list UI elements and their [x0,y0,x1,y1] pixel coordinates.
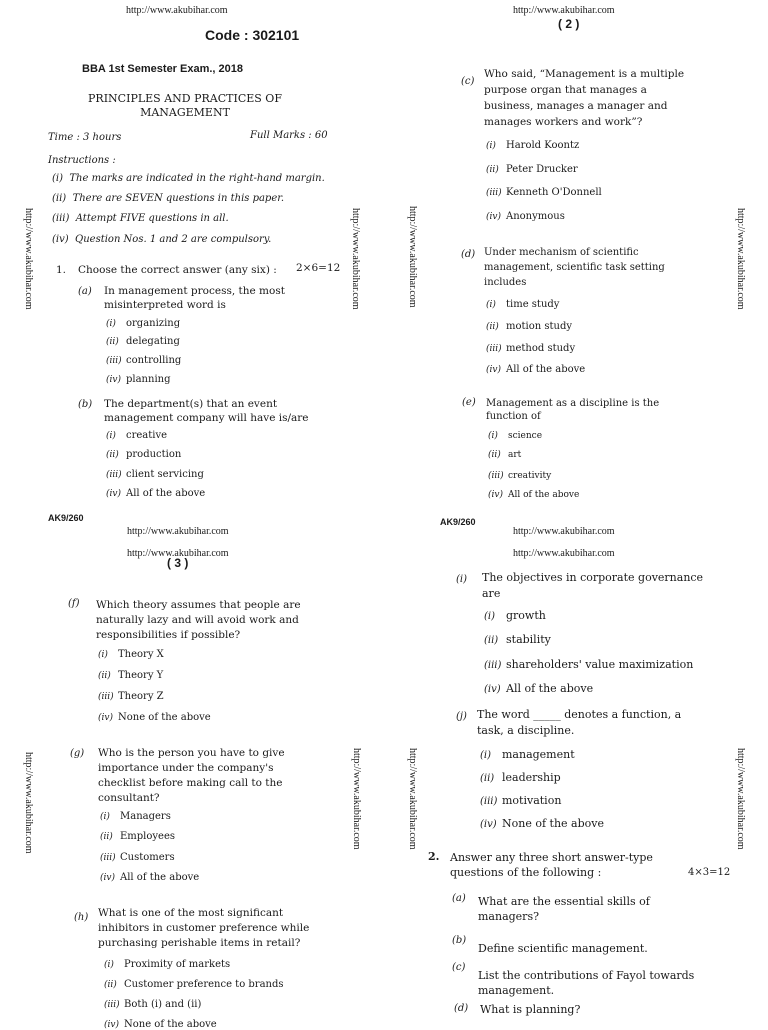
question-text-line: The department(s) that an event [104,398,278,410]
option-num: (iii) [100,853,116,863]
question-text-line: naturally lazy and will avoid work and [96,614,299,626]
page-1 [0,0,384,523]
question-text-line: Define scientific management. [478,942,648,955]
option-num: (i) [486,141,496,151]
question-text-line: What is planning? [480,1003,581,1016]
question-text-line: importance under the company's [98,762,274,774]
option-num: (iii) [486,188,502,198]
option-text: All of the above [120,872,200,883]
question-label: (d) [454,1003,469,1014]
question-text-line: Management as a discipline is the [486,398,660,409]
answer-option [488,490,579,500]
option-num: (i) [106,431,116,441]
question-text-line: management company will have is/are [104,412,309,424]
answer-option [106,336,180,347]
answer-option [486,343,575,354]
question-2-marks: 4×3=12 [688,867,731,878]
question-1-marks: 2×6=12 [296,262,341,274]
page-3 [0,512,384,1030]
option-num: (iii) [486,344,502,354]
question-text-line: The word _____ denotes a function, a [477,708,682,721]
instruction-item [52,234,271,245]
answer-option [100,831,175,842]
question-2-number: 2. [428,850,440,863]
question-label: (c) [461,76,475,87]
option-num: (iv) [488,490,503,500]
option-text: creativity [508,471,552,481]
option-num: (ii) [486,322,499,332]
question-text-line: Who said, “Management is a multiple [484,68,685,80]
option-text: organizing [126,318,181,329]
option-text: Proximity of markets [124,959,231,970]
side-watermark: http://www.akubihar.com [350,208,361,310]
instruction-text: Question Nos. 1 and 2 are compulsory. [75,234,272,245]
answer-option [100,872,199,883]
option-num: (iv) [98,713,113,723]
question-1-number: 1. [56,264,67,276]
option-text: None of the above [124,1019,217,1030]
question-text-line: List the contributions of Fayol towards management. [478,969,695,997]
option-text: Harold Koontz [506,140,580,151]
option-text: Kenneth O'Donnell [506,187,602,198]
option-text: time study [506,299,560,310]
option-text: None of the above [502,817,604,830]
option-text: science [508,431,543,441]
option-num: (iv) [480,819,497,830]
answer-option [486,164,578,175]
question-text-line: purpose organ that manages a [484,84,647,96]
side-watermark: http://www.akubihar.com [407,748,418,850]
instruction-num: (i) [52,173,64,184]
option-text: controlling [126,355,182,366]
option-num: (iii) [488,471,504,481]
option-num: (ii) [480,773,495,784]
option-num: (iii) [106,470,122,480]
answer-option [98,670,163,681]
option-num: (iii) [480,796,498,807]
option-num: (i) [486,300,496,310]
question-text-line: purchasing perishable items in retail? [98,937,301,949]
option-num: (ii) [104,980,117,990]
option-num: (ii) [488,450,501,460]
question-text-line: Which theory assumes that people are [96,599,301,611]
answer-option [486,187,602,198]
answer-option [104,979,284,990]
question-1-text: Choose the correct answer (any six) : [78,264,277,276]
option-num: (ii) [486,165,499,175]
side-watermark: http://www.akubihar.com [407,206,418,308]
paper-code: Code : 302101 [205,27,300,43]
question-text-line: What are the essential skills of managers? [478,895,650,923]
option-text: Theory Y [118,670,164,681]
exam-time: Time : 3 hours [48,132,122,143]
answer-option [106,469,204,480]
option-text: delegating [126,336,180,347]
question-text-line: includes [484,277,527,288]
answer-option [106,318,180,329]
question-label: (b) [452,935,467,946]
question-text-line: questions of the following : [450,866,602,879]
question-text-line: Who is the person you have to give [98,747,285,759]
answer-option [486,364,585,375]
option-num: (iv) [106,375,121,385]
instruction-num: (iv) [52,234,69,245]
question-text-line: checklist before making call to the [98,777,283,789]
option-text: method study [506,343,576,354]
question-label: (h) [74,912,89,923]
exam-title: BBA 1st Semester Exam., 2018 [82,63,244,75]
question-label: (f) [68,598,80,609]
answer-option [480,748,575,761]
question-text-line: function of [486,411,541,422]
option-num: (iv) [100,873,115,883]
question-text-line: task, a discipline. [477,724,575,737]
question-text-line: management, scientific task setting [484,262,665,273]
answer-option [106,374,170,385]
question-label: (g) [70,748,85,759]
page-number: ( 2 ) [558,17,580,31]
answer-option [480,817,604,830]
option-num: (ii) [106,337,119,347]
option-num: (ii) [106,450,119,460]
answer-option [484,682,593,695]
option-num: (ii) [484,635,499,646]
answer-option [98,712,211,723]
answer-option [100,811,171,822]
answer-option [104,959,230,970]
option-text: motion study [506,321,573,332]
header-url[interactable]: http://www.akubihar.com [513,5,615,16]
option-text: Both (i) and (ii) [124,999,202,1010]
answer-option [480,771,561,784]
side-watermark: http://www.akubihar.com [23,208,34,310]
answer-option [484,609,546,622]
header-url[interactable]: http://www.akubihar.com [127,548,229,559]
answer-option [106,449,181,460]
question-label: (a) [452,893,466,904]
instruction-item [52,173,325,184]
option-num: (i) [484,611,496,622]
answer-option [486,299,559,310]
question-label: (c) [452,962,466,973]
option-text: Theory X [118,649,164,660]
instruction-item [52,193,284,204]
footer-code: AK9/260 [440,517,476,527]
question-text-line: manages workers and work”? [484,116,643,128]
option-num: (iii) [98,692,114,702]
option-text: Customer preference to brands [124,979,284,990]
answer-option [484,633,551,646]
option-num: (iv) [484,684,501,695]
instruction-text: There are SEVEN questions in this paper. [72,193,285,204]
question-label: (e) [462,397,476,408]
full-marks: Full Marks : 60 [250,130,328,141]
answer-option [104,1019,217,1030]
option-num: (i) [100,812,110,822]
question-label: (d) [461,249,476,260]
option-num: (i) [488,431,498,441]
side-watermark: http://www.akubihar.com [735,748,746,850]
question-text-line: consultant? [98,792,160,804]
answer-option [488,471,551,481]
option-text: growth [506,609,546,622]
question-text-line: The objectives in corporate governance [482,571,704,584]
option-text: shareholders' value maximization [506,658,694,671]
option-text: creative [126,430,168,441]
instruction-num: (iii) [52,213,70,224]
option-text: Peter Drucker [506,164,578,175]
option-num: (iv) [104,1020,119,1030]
question-text-line: inhibitors in customer preference while [98,922,310,934]
answer-option [104,999,201,1010]
side-watermark: http://www.akubihar.com [23,752,34,854]
answer-option [488,450,521,460]
header-url[interactable]: http://www.akubihar.com [513,526,615,537]
question-text-line: In management process, the most [104,285,285,297]
question-text-line: Under mechanism of scientific [484,247,639,258]
page-4 [384,512,768,1024]
question-text-line: What is one of the most significant [98,907,284,919]
instruction-item [52,213,229,224]
answer-option [484,658,693,671]
page-number: ( 3 ) [167,556,189,570]
option-num: (iv) [486,365,501,375]
option-num: (iv) [106,489,121,499]
question-text-line: responsibilities if possible? [96,629,241,641]
option-text: leadership [502,771,561,784]
question-text-line: Answer any three short answer-type [450,851,653,864]
option-num: (iii) [484,660,502,671]
answer-option [486,321,572,332]
option-num: (iv) [486,212,501,222]
option-text: All of the above [506,682,594,695]
option-text: production [126,449,182,460]
option-text: client servicing [126,469,204,480]
answer-option [100,852,175,863]
option-text: Employees [120,831,176,842]
option-num: (i) [98,650,108,660]
option-num: (i) [106,319,116,329]
option-text: Anonymous [506,211,565,222]
option-text: All of the above [126,488,206,499]
option-num: (i) [480,750,492,761]
question-text-line: are [482,587,501,600]
option-text: All of the above [508,490,580,500]
option-num: (ii) [100,832,113,842]
option-text: None of the above [118,712,211,723]
instructions-title: Instructions : [48,155,116,166]
option-num: (ii) [98,671,111,681]
question-text-line: misinterpreted word is [104,299,226,311]
answer-option [98,691,164,702]
answer-option [488,431,542,441]
option-text: planning [126,374,171,385]
header-url[interactable]: http://www.akubihar.com [127,526,229,537]
option-text: art [508,450,522,460]
option-text: Theory Z [118,691,164,702]
subject-line-2: MANAGEMENT [140,106,230,119]
instruction-text: The marks are indicated in the right-hand margin. [69,173,325,184]
answer-option [106,430,167,441]
option-num: (i) [104,960,114,970]
question-label: (b) [78,399,93,410]
option-text: All of the above [506,364,586,375]
answer-option [106,355,181,366]
option-num: (iii) [104,1000,120,1010]
subject-title [60,92,310,120]
answer-option [98,649,164,660]
option-text: Managers [120,811,171,822]
page-2 [384,0,768,527]
option-num: (iii) [106,356,122,366]
footer-code: AK9/260 [48,513,84,523]
question-text-line: business, manages a manager and [484,100,668,112]
option-text: management [502,748,575,761]
header-url[interactable]: http://www.akubihar.com [513,548,615,559]
side-watermark: http://www.akubihar.com [351,748,362,850]
question-label: (a) [78,286,92,297]
subject-line-1: PRINCIPLES AND PRACTICES OF [88,92,282,105]
answer-option [486,140,579,151]
question-label: (j) [456,711,467,722]
answer-option [480,794,561,807]
answer-option [106,488,205,499]
option-text: stability [506,633,551,646]
option-text: motivation [502,794,562,807]
answer-option [486,211,565,222]
option-text: Customers [120,852,175,863]
instruction-text: Attempt FIVE questions in all. [75,213,229,224]
instruction-num: (ii) [52,193,67,204]
side-watermark: http://www.akubihar.com [735,208,746,310]
question-label: (i) [456,574,468,585]
header-url[interactable]: http://www.akubihar.com [126,5,228,16]
